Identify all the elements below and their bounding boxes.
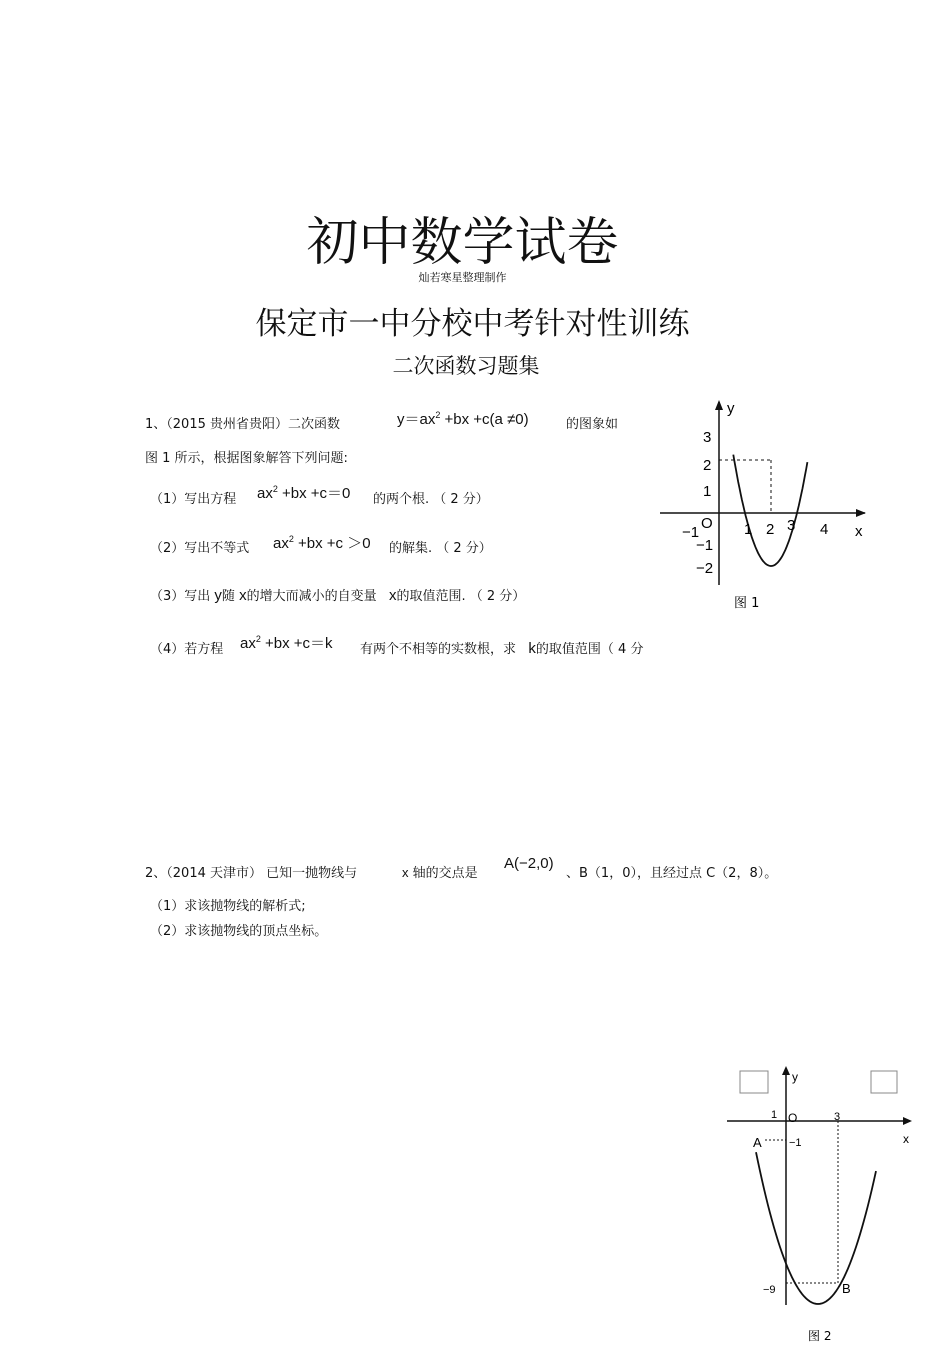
q1-part1-math-rest: +bx +c＝0	[282, 485, 351, 502]
q1-part4-mid-text: 有两个不相等的实数根，求	[360, 642, 517, 657]
q1-func-base: y＝ax	[397, 411, 436, 428]
q1-part2-post: 的解集. （ 2 分）	[389, 541, 492, 556]
fig1-xtick-1: 1	[744, 521, 753, 538]
fig1-ytick-neg1: −1	[696, 537, 714, 554]
page-title: 初中数学试卷	[306, 213, 619, 273]
fig2-x-label: x	[903, 1132, 909, 1146]
fig2-origin-label: O	[788, 1111, 798, 1125]
q2-rest: 、B（1，0），且经过点 C（2，8）。	[566, 866, 778, 881]
q1-part1-math-base: ax	[257, 485, 273, 502]
fig1-ytick-1: 1	[703, 483, 712, 500]
school-title: 保定市一中分校中考针对性训练	[255, 306, 690, 342]
q1-part4-var-k: k	[528, 640, 536, 657]
q1-after-func: 的图象如	[566, 417, 619, 432]
q2-lead: 2、（2014 天津市） 已知一抛物线与	[145, 866, 358, 881]
q1-part3-pre-text: （3）写出	[150, 589, 211, 604]
fig1-xtick-2: 2	[766, 521, 775, 538]
q1-lead: 1、（2015 贵州省贵阳）二次函数	[145, 417, 340, 432]
q1-part2-math-rest: +bx +c ＞0	[298, 535, 371, 552]
q1-part4-math-base: ax	[240, 635, 256, 652]
q1-part3-var-y: y	[214, 587, 222, 604]
q1-func-exponent: 2	[435, 410, 441, 420]
q2-part2: （2）求该抛物线的顶点坐标。	[150, 924, 328, 939]
q1-part3-var-x2: x	[389, 587, 397, 604]
page-subtitle: 灿若寒星整理制作	[418, 271, 507, 284]
fig2-parabola	[756, 1152, 876, 1304]
fig1-ytick-neg2: −2	[696, 560, 714, 577]
q1-func-rest: +bx +c(a ≠0)	[444, 411, 529, 428]
fig1-caption: 图 1	[734, 596, 760, 611]
q2-x: x	[402, 865, 409, 880]
q1-part2-exponent: 2	[288, 534, 294, 544]
fig2-label-3: 3	[834, 1111, 841, 1123]
q2-point-a: A(−2,0)	[504, 855, 554, 872]
fig2-point-b: B	[842, 1281, 851, 1296]
fig2-left-box	[740, 1071, 768, 1093]
q2-part1: （1）求该抛物线的解析式;	[150, 899, 306, 914]
fig1-xtick-neg1: −1	[682, 524, 700, 541]
q1-part1-post: 的两个根. （ 2 分）	[373, 492, 489, 507]
fig2-point-a: A	[753, 1135, 762, 1150]
q1-part4-pre: （4）若方程	[150, 642, 224, 657]
q1-part3-mid: 随	[221, 589, 235, 604]
q1-part3-mid2: 的增大而减小的自变量	[246, 589, 377, 604]
q1-line2: 图 1 所示，根据图象解答下列问题:	[145, 451, 348, 466]
fig2-y-arrow	[782, 1066, 790, 1075]
fig2-right-box	[871, 1071, 897, 1093]
q1-part2-math-base: ax	[273, 535, 289, 552]
q2-mid: 轴的交点是	[412, 866, 478, 881]
q1-part4-post: 的取值范围（ 4 分	[535, 642, 644, 657]
fig2-caption: 图 2	[808, 1329, 832, 1343]
fig1-x-label: x	[855, 523, 863, 540]
fig2-label-neg9: −9	[763, 1284, 776, 1296]
fig1-xtick-4: 4	[820, 521, 829, 538]
q1-part1-pre: （1）写出方程	[150, 492, 237, 507]
q1-part1-exponent: 2	[272, 484, 278, 494]
fig2-label-1: 1	[771, 1109, 778, 1121]
fig1-ytick-3: 3	[703, 429, 712, 446]
q1-part2-pre: （2）写出不等式	[150, 541, 250, 556]
fig2-label-neg1: −1	[789, 1137, 802, 1149]
q1-part3-var-x: x	[239, 587, 247, 604]
fig2-y-label: y	[792, 1070, 798, 1084]
q1-part3-post: 的取值范围. （ 2 分）	[396, 589, 526, 604]
fig1-y-label: y	[727, 400, 735, 417]
q1-part4-exponent: 2	[255, 634, 261, 644]
fig1-origin-label: O	[701, 515, 713, 532]
exercise-set-title: 二次函数习题集	[392, 354, 540, 378]
fig1-ytick-2: 2	[703, 457, 712, 474]
fig1-xtick-3: 3	[787, 517, 796, 534]
fig2-x-arrow	[903, 1117, 912, 1125]
q1-part4-math-rest: +bx +c＝k	[265, 635, 333, 652]
